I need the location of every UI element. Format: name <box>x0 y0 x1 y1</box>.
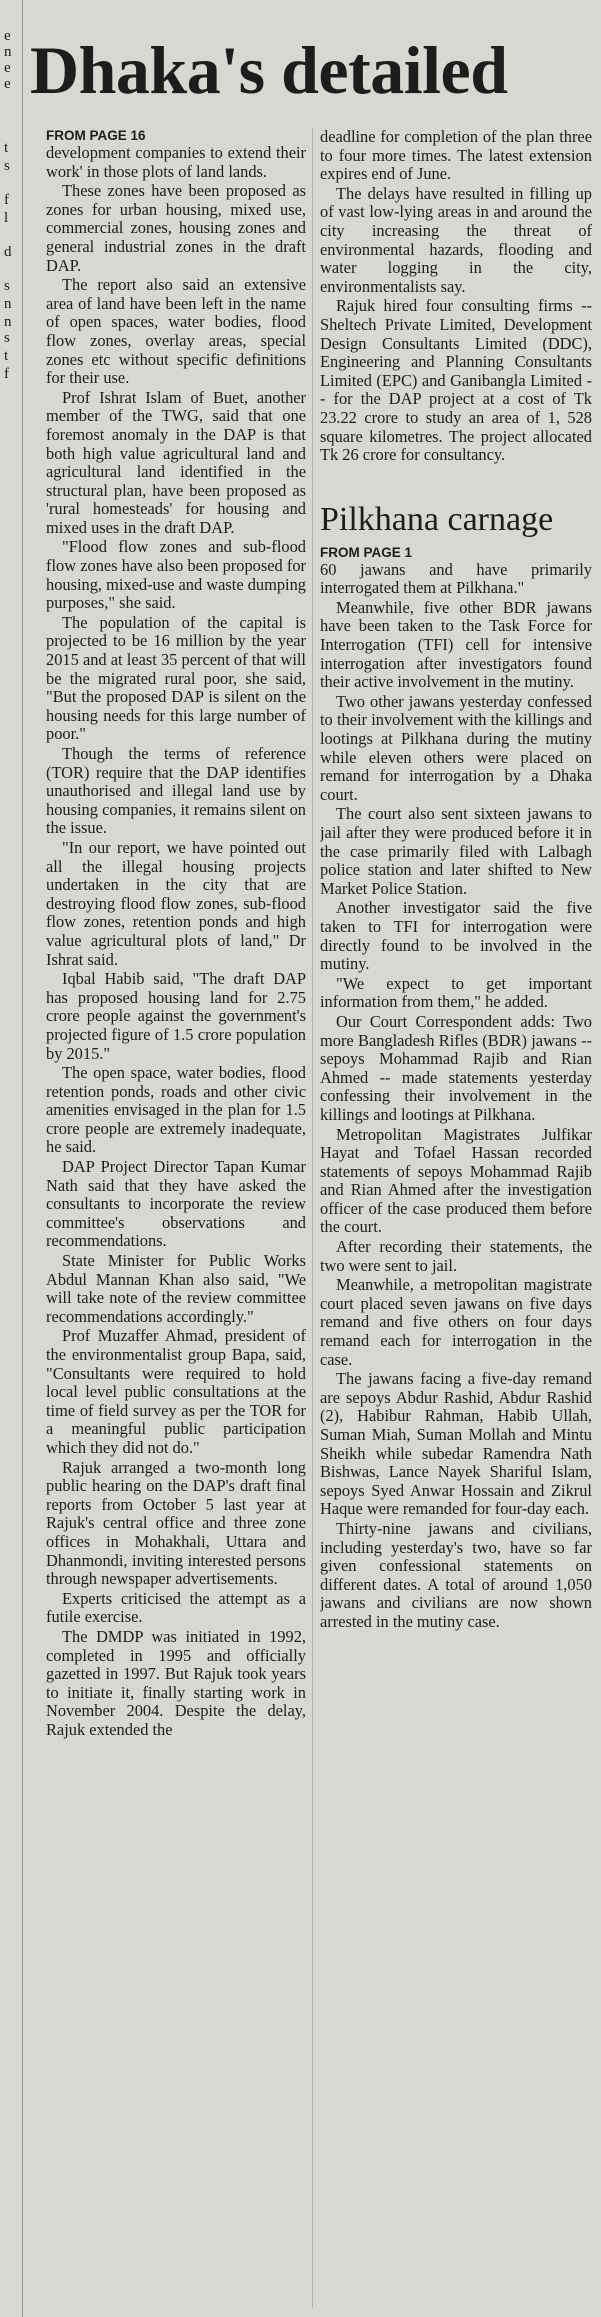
gutter-letter: s <box>4 330 10 346</box>
paragraph: development companies to extend their work' in those plots of land lands. <box>46 143 306 181</box>
paragraph: Though the terms of reference (TOR) require that the DAP identifies unauthorised and illegal land use by housing companies, it remains silent on the issue. <box>46 744 306 838</box>
gutter-letter: l <box>4 210 9 226</box>
paragraph: Prof Muzaffer Ahmad, president of the environmentalist group Bapa, said, "Consultants were required to hold local level public consultations at the time of field survey as per the TOR for a meaningful public participation which they did not do." <box>46 1326 306 1457</box>
paragraph: Meanwhile, five other BDR jawans have been taken to the Task Force for Interrogation (TFI) cell for intensive interrogation after investigators found their active involvement in the mutiny. <box>320 597 592 692</box>
paragraph: Rajuk arranged a two-month long public hearing on the DAP's draft final reports from October 5 last year at Rajuk's central office and three zone offices in Mohakhali, Uttara and Dhanmondi, inviting interested persons through newspaper advertisements. <box>46 1457 306 1589</box>
paragraph: Prof Ishrat Islam of Buet, another member of the TWG, said that one foremost anomaly in the DAP is that both high value agricultural land and agricultural land identified in the structural plan, have been proposed as 'rural homesteads' for housing and mixed uses in the draft DAP. <box>46 387 306 537</box>
gutter-letter: s <box>4 278 10 294</box>
headline: Dhaka's detailed <box>30 32 508 108</box>
paragraph: The court also sent sixteen jawans to jail after they were produced before it in the case primarily filed with Lalbagh police station and later shifted to New Market Police Station. <box>320 804 592 898</box>
paragraph: The DMDP was initiated in 1992, completed in 1995 and officially gazetted in 1997. But Rajuk took years to initiate it, finally starting work in November 2004. Despite the delay, Rajuk extended the <box>46 1626 306 1739</box>
paragraph: After recording their statements, the two were sent to jail. <box>320 1237 592 1275</box>
gutter-letter: f <box>4 192 9 208</box>
gutter-letter: e <box>4 60 11 76</box>
gutter-letter: n <box>4 44 12 60</box>
gutter-letter: t <box>4 348 9 364</box>
gutter-letter: f <box>4 366 9 382</box>
column-rule <box>312 128 313 2308</box>
gutter-letter: d <box>4 244 12 260</box>
paragraph: Thirty-nine jawans and civilians, including yesterday's two, have so far given confessional statements on different dates. A total of around 1,050 jawans and civilians are now shown arrested in the mutiny case. <box>320 1518 592 1631</box>
paragraph: Metropolitan Magistrates Julfikar Hayat and Tofael Hassan recorded statements of sepoys Mohammad Rajib and Rian Ahmed after the investigation officer of the case produced them before the court. <box>320 1124 592 1237</box>
gutter-letter: n <box>4 314 12 330</box>
jump-line: FROM PAGE 1 <box>320 544 413 560</box>
paragraph: deadline for completion of the plan three to four more times. The latest extension expires end of June. <box>320 128 592 184</box>
subheadline: Pilkhana carnage <box>320 500 554 538</box>
paragraph: The open space, water bodies, flood retention ponds, roads and other civic amenities envisaged in the plan for 1.5 crore people are extremely inadequate, he said. <box>46 1063 306 1157</box>
paragraph: Iqbal Habib said, "The draft DAP has proposed housing land for 2.75 crore people against the government's projected figure of 1.5 crore population by 2015." <box>46 969 306 1063</box>
jump-line: FROM PAGE 16 <box>46 128 146 143</box>
gutter-letter: e <box>4 76 11 92</box>
gutter-letter: t <box>4 140 9 156</box>
article-column-left <box>46 128 306 2308</box>
gutter-letter: n <box>4 296 12 312</box>
paragraph: The report also said an extensive area of land have been left in the name of open spaces, water bodies, flood flow zones, overlay areas, special zones etc without specific definitions for their use. <box>46 275 306 388</box>
paragraph: Our Court Correspondent adds: Two more Bangladesh Rifles (BDR) jawans -- sepoys Mohammad Rajib and Rian Ahmed -- made statements yesterday confessing their involvement in the killings and lootings at Pilkhana. <box>320 1011 592 1124</box>
paragraph: The population of the capital is projected to be 16 million by the year 2015 and at least 35 percent of that will be the migrated rural poor, she said, "But the proposed DAP is silent on the housing needs for this large number of poor." <box>46 612 306 744</box>
paragraph: "Flood flow zones and sub-flood flow zones have also been proposed for housing, mixed-use and waste dumping purposes," she said. <box>46 537 306 613</box>
paragraph: Two other jawans yesterday confessed to their involvement with the killings and lootings at Pilkhana during the mutiny while eleven others were placed on remand for interrogation by a Dhaka court. <box>320 691 592 804</box>
gutter-letter: s <box>4 158 10 174</box>
paragraph: 60 jawans and have primarily interrogated them at Pilkhana." <box>320 559 592 598</box>
paragraph: The delays have resulted in filling up of vast low-lying areas in and around the city increasing the threat of environmental hazards, flooding and water logging in the city, environmentalists say. <box>320 183 592 296</box>
article-column-right <box>320 128 592 2308</box>
paragraph: Another investigator said the five taken to TFI for interrogation were directly found to be involved in the mutiny. <box>320 898 592 974</box>
adjacent-column-edge <box>0 0 23 2317</box>
paragraph: Rajuk hired four consulting firms -- Sheltech Private Limited, Development Design Consultants Limited (DDC), Engineering and Planning Consultants Limited (EPC) and Ganibangla Limited -- for the DAP project at a cost of Tk 23.22 crore to study an area of 1, 528 square kilometres. The project allocated Tk 26 crore for consultancy. <box>320 296 592 465</box>
paragraph: DAP Project Director Tapan Kumar Nath said that they have asked the consultants to incorporate the review committee's observations and recommendations. <box>46 1157 306 1251</box>
paragraph: The jawans facing a five-day remand are sepoys Abdur Rashid, Abdur Rashid (2), Habibur Rahman, Habib Ullah, Suman Miah, Suman Mollah and Mintu Sheikh while subedar Ramendra Nath Bishwas, Lance Nayek Shariful Islam, sepoys Syed Anwar Hossain and Zikrul Haque were remanded for four-day each. <box>320 1369 592 1519</box>
paragraph: Experts criticised the attempt as a futile exercise. <box>46 1588 306 1627</box>
paragraph: "In our report, we have pointed out all the illegal housing projects undertaken in the city that are destroying flood flow zones, sub-flood flow zones, retention ponds and high value agricultural plots of land," Dr Ishrat said. <box>46 837 306 969</box>
paragraph: Meanwhile, a metropolitan magistrate court placed seven jawans on five days remand and five others on four days remand each for interrogation in the case. <box>320 1275 592 1369</box>
paragraph: These zones have been proposed as zones for urban housing, mixed use, commercial zones, housing zones and general industrial zones in the draft DAP. <box>46 181 306 275</box>
paragraph: "We expect to get important information from them," he added. <box>320 973 592 1012</box>
gutter-letter: e <box>4 28 11 44</box>
paragraph: State Minister for Public Works Abdul Mannan Khan also said, "We will take note of the review committee recommendations accordingly." <box>46 1251 306 1326</box>
